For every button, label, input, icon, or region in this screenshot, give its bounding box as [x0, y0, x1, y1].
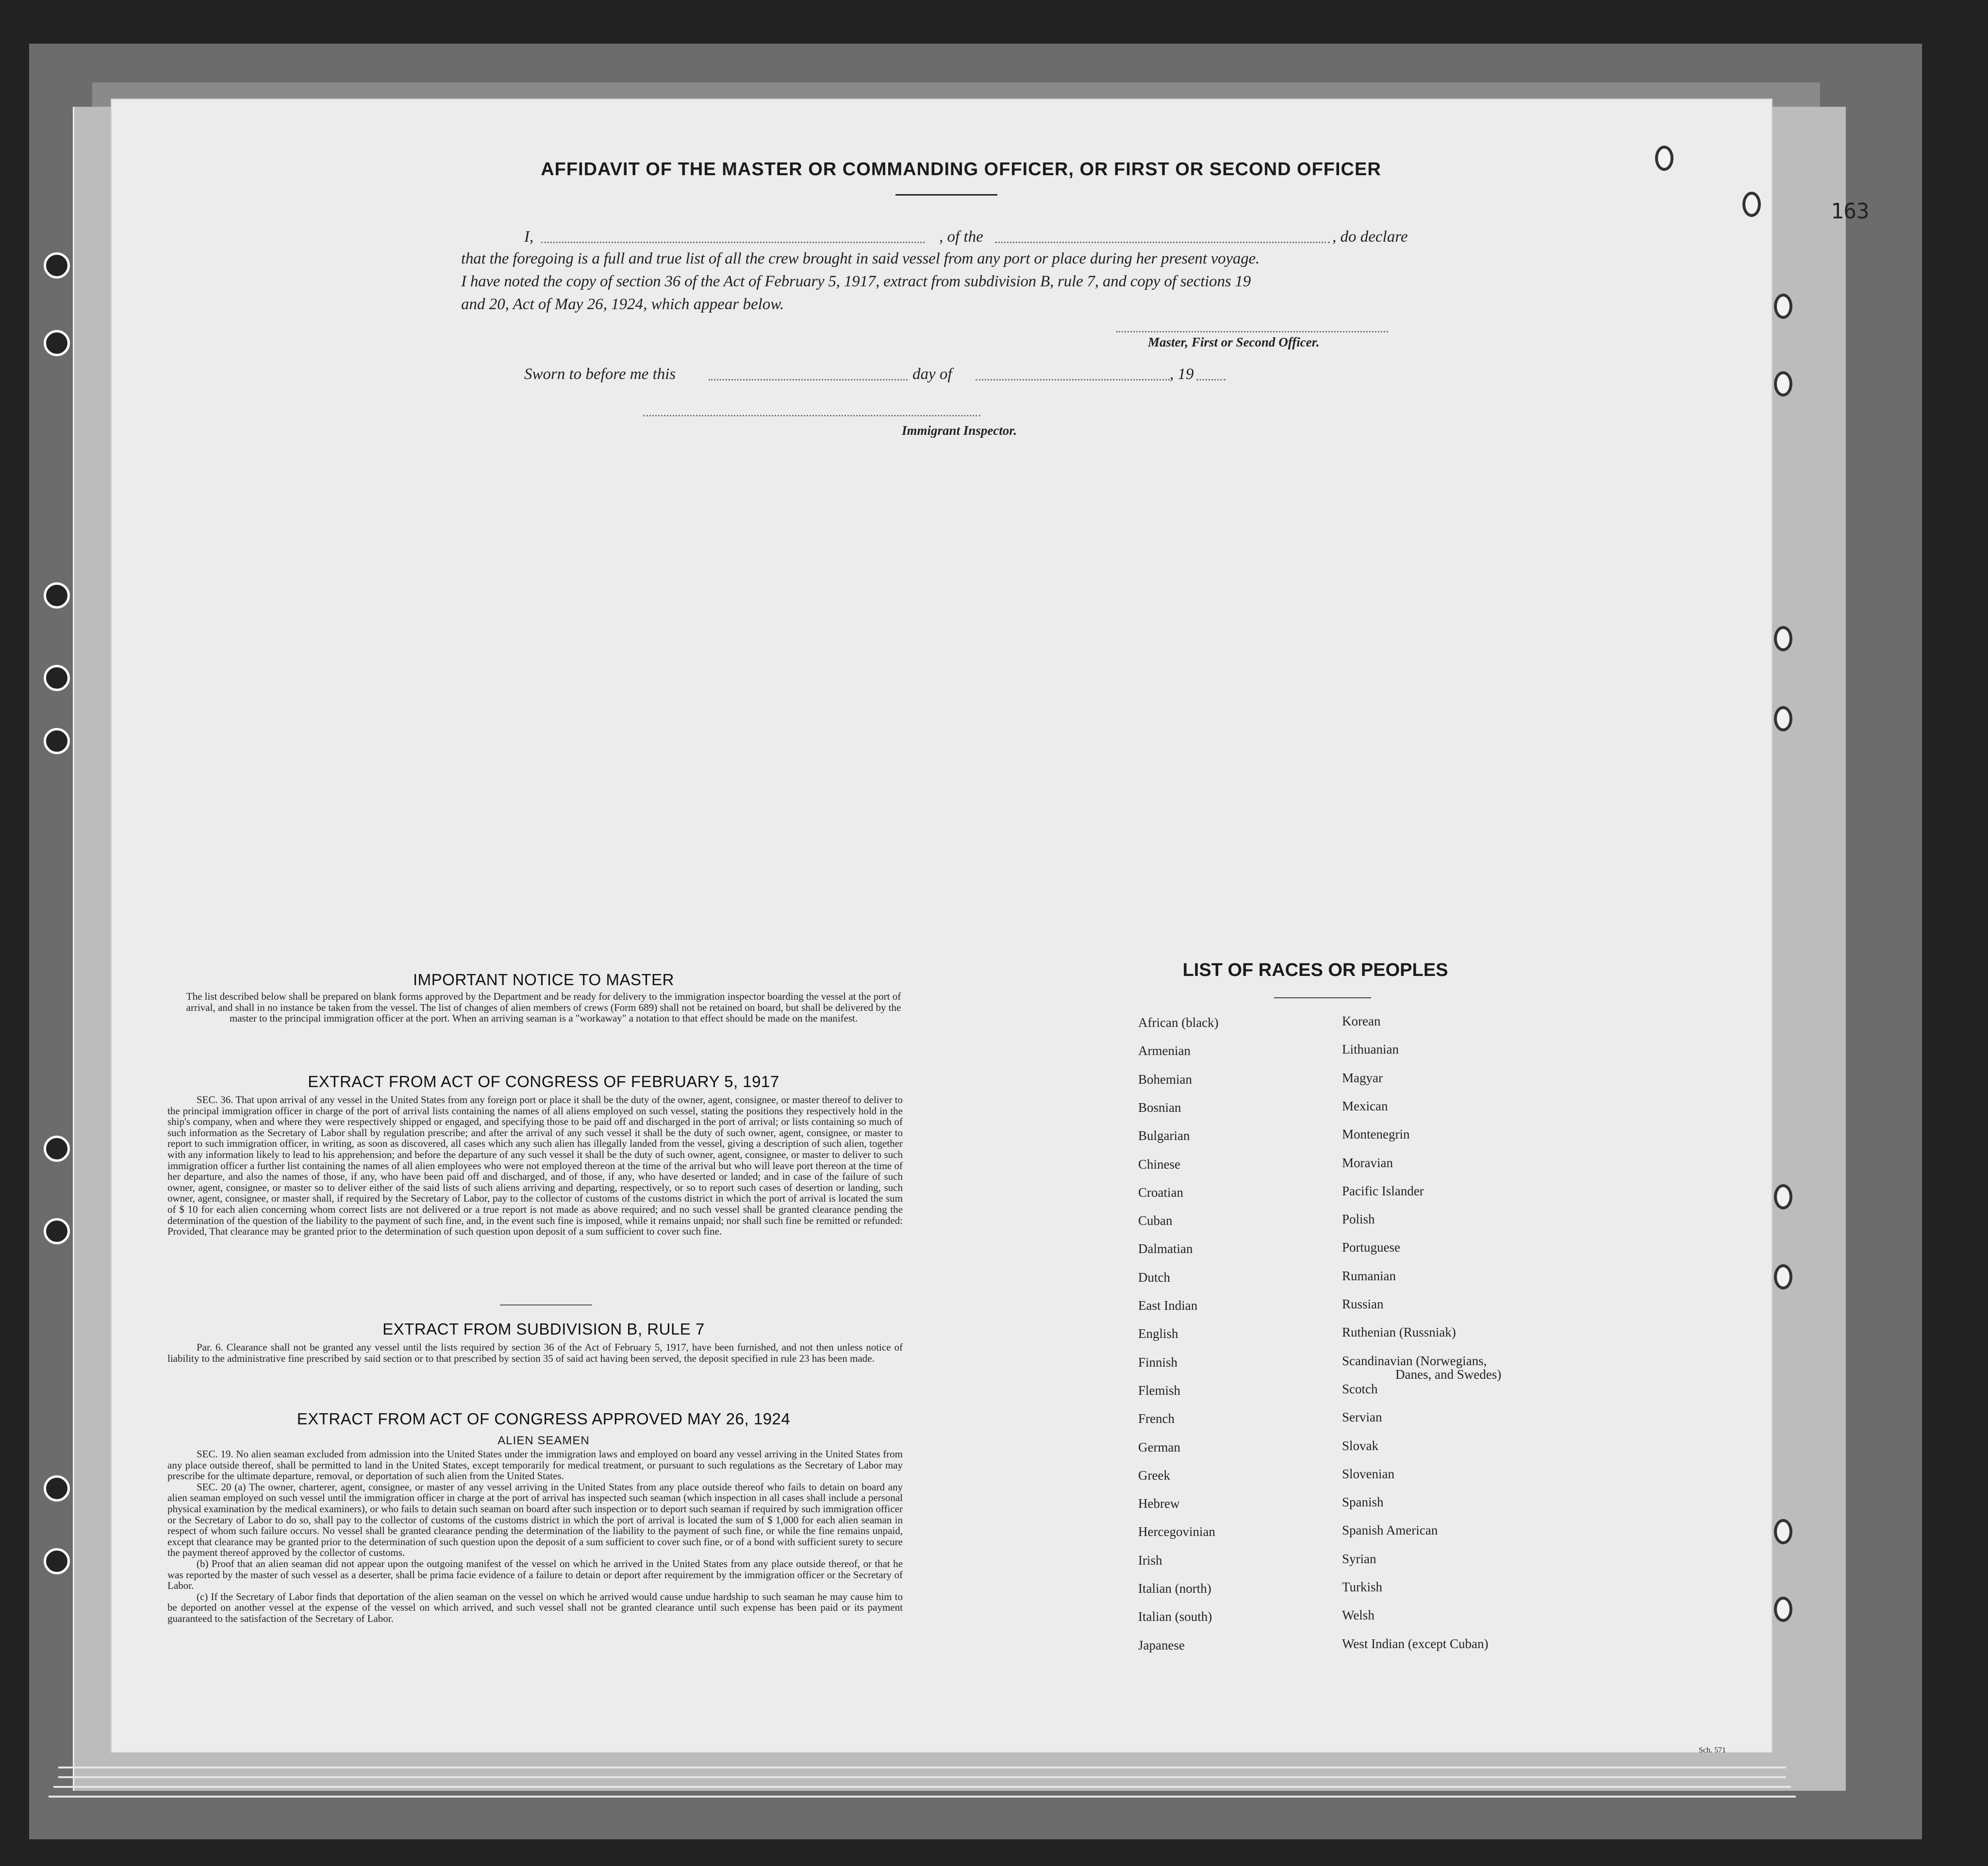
race-item: Flemish: [1138, 1383, 1181, 1398]
race-item: Italian (north): [1138, 1581, 1211, 1596]
race-item: Montenegrin: [1342, 1127, 1410, 1142]
inspector-label: Immigrant Inspector.: [902, 423, 1017, 438]
name-blank: [541, 242, 925, 243]
race-item: Slovak: [1342, 1438, 1379, 1453]
race-item: French: [1138, 1411, 1175, 1426]
binder-ring-icon: [1774, 294, 1792, 319]
affidavit-of-the: , of the: [939, 228, 983, 246]
sec20b-paragraph: (b) Proof that an alien seaman did not appear upon the outgoing manifest of the vessel on which he arrived in the United States from any place outside thereof, or that he was reported by the master of such vessel as a deserter, shall be prima facie evidence of a failure to detain or deport after requirement by the immigration officer or the Secretary of Labor.: [167, 1557, 903, 1592]
race-item: Finnish: [1138, 1354, 1178, 1370]
race-item: Pacific Islander: [1342, 1183, 1424, 1198]
extract-1924-title: EXTRACT FROM ACT OF CONGRESS APPROVED MAY 26, 1924: [297, 1410, 791, 1428]
binder-ring-icon: [1774, 1184, 1792, 1209]
sworn-day-of: day of: [912, 365, 952, 383]
punch-hole-icon: [44, 252, 70, 279]
race-item: Irish: [1138, 1552, 1162, 1568]
extract-rule7-text: [167, 1342, 903, 1364]
punch-hole-icon: [44, 728, 70, 754]
race-item: Ruthenian (Russniak): [1342, 1325, 1456, 1340]
race-item: Welsh: [1342, 1608, 1375, 1623]
binder-ring-icon: [1774, 1519, 1792, 1544]
race-item: Dalmatian: [1138, 1241, 1193, 1256]
punch-hole-icon: [44, 1548, 70, 1574]
title-underline: [895, 194, 997, 196]
race-item: Slovenian: [1342, 1466, 1394, 1481]
inspector-signature-line: [643, 415, 980, 416]
race-item: Servian: [1342, 1410, 1382, 1425]
binder-ring-icon: [1774, 1597, 1792, 1622]
binder-ring-icon: [1774, 706, 1792, 731]
punch-hole-icon: [44, 582, 70, 609]
master-label: Master, First or Second Officer.: [1148, 335, 1320, 349]
affidavit-body-line: I have noted the copy of section 36 of the Act of February 5, 1917, extract from subdivision B, rule 7, and copy of sections 19: [461, 273, 1251, 290]
punch-hole-icon: [44, 665, 70, 691]
race-item: Turkish: [1342, 1580, 1383, 1594]
day-blank: [709, 379, 908, 380]
race-item: Bulgarian: [1138, 1128, 1190, 1143]
sec20c-paragraph: (c) If the Secretary of Labor finds that deportation of the alien seaman on the vessel on which he arrived would cause undue hardship to such seaman he may cause him to be deported on another vessel at the expense of the vessel on which arrived, and such vessel shall not be granted clearance until such expense has been paid or its payment guaranteed to the satisfaction of the Secretary of Labor.: [167, 1590, 903, 1624]
notice-title: IMPORTANT NOTICE TO MASTER: [413, 971, 674, 989]
schedule-note: Sch. 571: [1699, 1746, 1726, 1754]
extract-rule7-paragraph: Par. 6. Clearance shall not be granted any vessel until the lists required by section 36 of the Act of February 5, 1917, have been furnished, and not then unless notice of liability to the administrative fine prescribed by said section or to that prescribed by section 35 of said act having been served, the deposit specified in rule 23 has been made.: [167, 1341, 903, 1364]
year-blank: [1196, 379, 1226, 380]
binder-ring-icon: [1774, 626, 1792, 651]
extract-1924-text: [167, 1449, 903, 1624]
race-item: Spanish: [1342, 1495, 1384, 1510]
page-edge: [49, 1796, 1796, 1798]
race-item: West Indian (except Cuban): [1342, 1636, 1489, 1651]
race-item: Dutch: [1138, 1270, 1170, 1285]
race-item: Hebrew: [1138, 1496, 1180, 1511]
page-edge: [58, 1767, 1786, 1768]
punch-hole-icon: [44, 1218, 70, 1244]
vessel-blank: [995, 242, 1330, 243]
race-item: Greek: [1138, 1468, 1170, 1483]
race-item: Danes, and Swedes): [1395, 1367, 1502, 1382]
race-item: Magyar: [1342, 1070, 1383, 1085]
page-edge: [58, 1776, 1786, 1778]
race-item: Scandinavian (Norwegians,: [1342, 1353, 1487, 1368]
race-item: East Indian: [1138, 1298, 1198, 1313]
notice-text: The list described below shall be prepared on blank forms approved by the Department and be ready for delivery to the immigration inspector boarding the vessel at the port of arrival, and shall in no instance be taken from the vessel. The list of changes of alien members of crews (Form 689) shall not be retained on board, but shall be delivered by the master to the principal immigration officer at the port. When an arriving seaman is a "workaway" a notation to that effect should be made on the manifest.: [186, 991, 901, 1024]
affidavit-i: I,: [524, 228, 534, 246]
binder-ring-icon: [1655, 146, 1673, 171]
races-title: LIST OF RACES OR PEOPLES: [1182, 960, 1448, 980]
punch-hole-icon: [44, 330, 70, 356]
extract-1917-paragraph: SEC. 36. That upon arrival of any vessel in the United States from any foreign port or place it shall be the duty of the owner, agent, consignee, or master thereof to deliver to the principal immigration officer in charge of the port of arrival lists containing the names of all aliens employed on such vessel, stating the positions they respectively hold in the ship's company, when and where they were respectively shipped or engaged, and specifying those to be paid off and discharged in the port of arrival; or lists containing so much of such information as the Secretary of Labor shall by regulation prescribe; and after the arrival of any such vessel it shall be the duty of such owner, agent, consignee, or master to report to such immigration officer, in writing, as soon as discovered, all cases which any such alien has illegally landed from the vessel, giving a description of such alien, together with any information likely to lead to his apprehension; and before the departure of any such vessel it shall be the duty of such owner, agent, consignee, or master to deliver to such immigration officer a further list containing the names of all alien employees who were not employed thereon at the time of the arrival but who will leave port thereon at the time of her departure, and also the names of those, if any, who have been paid off and discharged, and of those, if any, who have deserted or landed; and in case of the failure of such owner, agent, consignee, or master so to deliver either of the said lists of such aliens arriving and departing, respectively, or so to report such cases of desertion or landing, such owner, agent, consignee, or master shall, if required by the Secretary of Labor, pay to the collector of customs of the customs district in which the port of arrival is located the sum of $ 10 for each alien concerning whom correct lists are not delivered or a true report is not made as above required; and no such vessel shall be granted clearance pending the determination of the question of the liability to the payment of such fine, and, in the event such fine is imposed, while it remains unpaid; nor shall such fine be remitted or refunded: Provided, That clearance may be granted prior to the determination of such question upon deposit of a sum sufficient to cover such fine.: [167, 1094, 903, 1238]
extract-1917-text: [167, 1094, 903, 1237]
sworn-year: , 19: [1170, 365, 1194, 383]
race-item: Lithuanian: [1342, 1042, 1399, 1057]
affidavit-body-line: and 20, Act of May 26, 1924, which appear below.: [461, 296, 784, 313]
race-item: Japanese: [1138, 1637, 1185, 1652]
race-item: Italian (south): [1138, 1609, 1212, 1624]
affidavit-declare: , do declare: [1332, 228, 1408, 246]
master-signature-line: [1116, 331, 1388, 332]
race-item: Syrian: [1342, 1551, 1376, 1566]
sworn-prefix: Sworn to before me this: [524, 365, 676, 383]
race-item: Croatian: [1138, 1185, 1183, 1200]
binder-ring-icon: [1742, 192, 1761, 217]
race-item: Moravian: [1342, 1155, 1393, 1170]
race-item: German: [1138, 1439, 1180, 1454]
race-item: Portuguese: [1342, 1240, 1400, 1255]
sec20a-paragraph: SEC. 20 (a) The owner, charterer, agent, consignee, or master of any vessel arriving in the United States from any place outside thereof who fails to detain on board any alien seaman employed on such vessel until the immigration officer in charge at the port of arrival has inspected such seaman (which inspection in all cases shall include a personal physical examination by the medical examiners), or who fails to detain such seaman on board after such inspection or to deport such seaman if required by such immigration officer or the Secretary of Labor to do so, shall pay to the collector of customs of the customs district in which the port of arrival is located the sum of $ 1,000 for each alien seaman in respect of whom such failure occurs. No vessel shall be granted clearance pending the determination of the liability to the payment of such fine, or while the fine remains unpaid, except that clearance may be granted prior to the determination of such question upon the deposit of a sum sufficient to cover such fine, or of a bond with sufficient surety to secure the payment thereof approved by the collector of customs.: [167, 1481, 903, 1559]
race-item: Scotch: [1342, 1381, 1378, 1396]
punch-hole-icon: [44, 1475, 70, 1502]
race-item: Armenian: [1138, 1043, 1191, 1058]
page-number: 163: [1831, 199, 1870, 224]
alien-seamen-subtitle: ALIEN SEAMEN: [497, 1434, 590, 1447]
races-divider: [1274, 997, 1371, 998]
race-item: Polish: [1342, 1212, 1375, 1227]
race-item: Bohemian: [1138, 1072, 1192, 1087]
race-item: African (black): [1138, 1015, 1219, 1030]
affidavit-title: AFFIDAVIT OF THE MASTER OR COMMANDING OFFICER, OR FIRST OR SECOND OFFICER: [541, 159, 1381, 180]
race-item: Chinese: [1138, 1156, 1180, 1172]
binder-ring-icon: [1774, 371, 1792, 396]
page-edge: [53, 1786, 1791, 1788]
month-blank: [976, 379, 1170, 380]
punch-hole-icon: [44, 1136, 70, 1162]
binder-ring-icon: [1774, 1264, 1792, 1289]
race-item: Cuban: [1138, 1213, 1173, 1228]
sec19-paragraph: SEC. 19. No alien seaman excluded from admission into the United States under the immigration laws and employed on board any vessel arriving in the United States from any place outside thereof, shall be permitted to land in the United States, except temporarily for medical treatment, or pursuant to such regulations as the Secretary of Labor may prescribe for the ultimate departure, removal, or deportation of such alien from the United States.: [167, 1448, 903, 1482]
affidavit-body-line: that the foregoing is a full and true list of all the crew brought in said vessel from any port or place during her present voyage.: [461, 250, 1260, 267]
race-item: Spanish American: [1342, 1523, 1438, 1538]
extract-1917-title: EXTRACT FROM ACT OF CONGRESS OF FEBRUARY 5, 1917: [308, 1073, 779, 1090]
race-item: Rumanian: [1342, 1268, 1396, 1283]
race-item: Bosnian: [1138, 1100, 1181, 1115]
race-item: English: [1138, 1326, 1178, 1341]
race-item: Hercegovinian: [1138, 1524, 1215, 1539]
extract-rule7-title: EXTRACT FROM SUBDIVISION B, RULE 7: [382, 1320, 705, 1338]
race-item: Mexican: [1342, 1098, 1388, 1113]
race-item: Russian: [1342, 1297, 1384, 1311]
race-item: Korean: [1342, 1014, 1381, 1028]
